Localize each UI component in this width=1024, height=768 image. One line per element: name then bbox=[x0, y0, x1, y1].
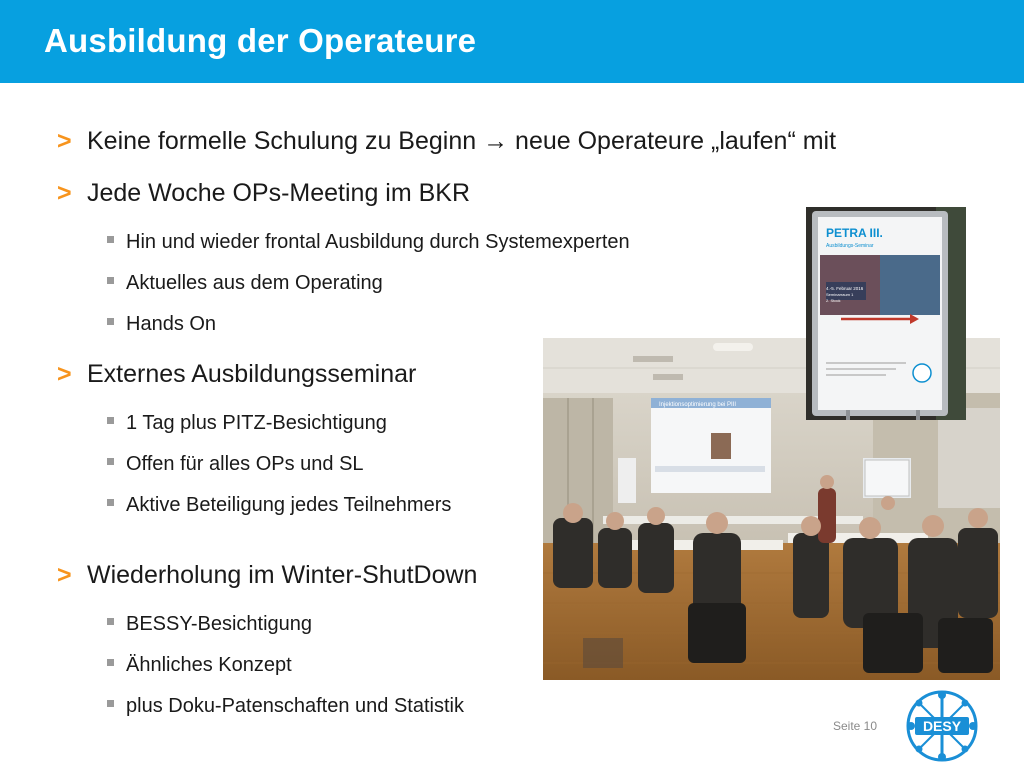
sub-bullet-text: BESSY-Besichtigung bbox=[126, 613, 313, 635]
bullet-1-text-end: neue Operateure „laufen“ mit bbox=[508, 127, 837, 155]
sub-bullet-3-1 bbox=[107, 412, 387, 435]
sub-bullet-text: Aktuelles aus dem Operating bbox=[126, 272, 383, 294]
projected-slide-title: Injektionsoptimierung bei PIII bbox=[659, 402, 737, 408]
bullet-1 bbox=[57, 127, 836, 156]
slide-title: Ausbildung der Operateure bbox=[44, 22, 477, 59]
bullet-3 bbox=[57, 360, 416, 389]
bullet-marker: > bbox=[57, 561, 72, 589]
sub-bullet-4-2 bbox=[107, 654, 292, 677]
sub-bullet-4-3 bbox=[107, 695, 464, 718]
bullet-2-text: Jede Woche OPs-Meeting im BKR bbox=[87, 179, 471, 207]
petra-poster-photo bbox=[806, 207, 966, 420]
sub-bullet-text: Hin und wieder frontal Ausbildung durch Systemexperten bbox=[126, 231, 630, 253]
poster-room-2: 2. Stock bbox=[826, 298, 841, 303]
sub-bullet-2-2 bbox=[107, 272, 383, 295]
bullet-1-text-start: Keine formelle Schulung zu Beginn bbox=[87, 127, 484, 155]
bullet-4-text: Wiederholung im Winter-ShutDown bbox=[87, 561, 478, 589]
sub-bullet-2-1 bbox=[107, 231, 630, 254]
poster-heading: PETRA III. bbox=[826, 226, 883, 240]
sub-bullet-3-2 bbox=[107, 453, 364, 476]
square-bullet-icon bbox=[107, 618, 114, 625]
square-bullet-icon bbox=[107, 236, 114, 243]
bullet-marker: > bbox=[57, 127, 72, 155]
right-arrow-icon: → bbox=[483, 127, 509, 155]
sub-bullet-3-3 bbox=[107, 494, 451, 517]
square-bullet-icon bbox=[107, 700, 114, 707]
sub-bullet-text: Offen für alles OPs und SL bbox=[126, 453, 364, 475]
square-bullet-icon bbox=[107, 417, 114, 424]
logo-text: DESY bbox=[922, 718, 962, 734]
sub-bullet-text: plus Doku-Patenschaften und Statistik bbox=[126, 695, 464, 717]
bullet-3-text: Externes Ausbildungsseminar bbox=[87, 360, 417, 388]
desy-logo bbox=[902, 686, 982, 766]
poster-subheading: Ausbildungs-Seminar bbox=[826, 243, 874, 249]
square-bullet-icon bbox=[107, 659, 114, 666]
square-bullet-icon bbox=[107, 499, 114, 506]
sub-bullet-text: Ähnliches Konzept bbox=[126, 654, 292, 676]
poster-date: 4.-5. Februar 2016 bbox=[826, 286, 864, 291]
sub-bullet-text: Aktive Beteiligung jedes Teilnehmers bbox=[126, 494, 452, 516]
square-bullet-icon bbox=[107, 458, 114, 465]
sub-bullet-2-3 bbox=[107, 313, 216, 336]
bullet-marker: > bbox=[57, 179, 72, 207]
sub-bullet-text: 1 Tag plus PITZ-Besichtigung bbox=[126, 412, 387, 434]
sub-bullet-text: Hands On bbox=[126, 313, 217, 335]
poster-room-1: Seminarraum 1 bbox=[826, 292, 854, 297]
bullet-4 bbox=[57, 561, 477, 590]
square-bullet-icon bbox=[107, 318, 114, 325]
bullet-2 bbox=[57, 179, 470, 208]
sub-bullet-4-1 bbox=[107, 613, 312, 636]
square-bullet-icon bbox=[107, 277, 114, 284]
bullet-marker: > bbox=[57, 360, 72, 388]
page-number: Seite 10 bbox=[833, 719, 878, 733]
